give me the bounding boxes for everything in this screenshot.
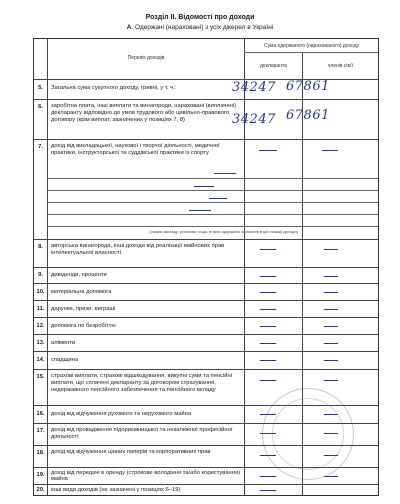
row-label: дохід від передачі в оренду (строкове володіння та/або користування) майна bbox=[51, 470, 241, 483]
family-amount: 67861 bbox=[286, 79, 330, 94]
family-dash bbox=[324, 360, 338, 361]
row-label: дарунки, призи, виграші bbox=[51, 306, 116, 312]
row-label: страхові виплати, страхові відшкодування, викупні суми та пенсійні виплати, що сплачені декларанту за договором страхування, недержавного пенсійного забезпечення та пенсійного вкладу bbox=[51, 373, 233, 394]
blank-dash bbox=[214, 173, 236, 174]
blank-dash bbox=[209, 198, 227, 199]
family-dash bbox=[324, 276, 338, 277]
header-declarant: декларанта bbox=[260, 63, 287, 69]
subtitle-text: . Одержані (нараховані) з усіх джерел в Україні bbox=[131, 24, 274, 31]
family-dash bbox=[324, 309, 338, 310]
row-label: дохід від викладацької, наукової і творчої діяльності, медичної практики, інструкторської та суддівської практики із спорту bbox=[51, 143, 220, 157]
declarant-dash bbox=[260, 343, 276, 344]
sub-line bbox=[48, 190, 378, 191]
declarant-dash bbox=[260, 380, 276, 381]
row-label: дохід від відчуження цінних паперів та корпоративних прав bbox=[51, 449, 211, 455]
declarant-dash bbox=[260, 309, 276, 310]
row-number: 8. bbox=[38, 244, 43, 250]
row-number: 15. bbox=[36, 374, 45, 380]
declarant-dash bbox=[260, 490, 276, 491]
row-number: 18. bbox=[36, 450, 45, 456]
row-label: дохід від відчуження рухомого та нерухомого майна bbox=[51, 411, 192, 417]
table-row bbox=[34, 317, 378, 334]
section-title: Розділ ІІ. Відомості про доходи bbox=[145, 14, 255, 21]
declarant-dash bbox=[260, 292, 276, 293]
row-number: 19. bbox=[36, 472, 45, 478]
subtitle-letter: А bbox=[126, 24, 132, 31]
header-family: членів сім'ї bbox=[327, 63, 354, 69]
row-number: 14. bbox=[36, 357, 45, 363]
row-label: заробітна плата, інші виплати та винагороди, нараховані (виплачені) декларанту відповідно до умов трудового або цивільно-правового договору (крім виплат, зазначених у позиціях 7, 8) bbox=[51, 103, 237, 124]
row-number: 10. bbox=[36, 289, 45, 295]
table-row bbox=[34, 139, 378, 239]
row-label: дивіденди, проценти bbox=[51, 272, 107, 278]
header-income-type: Перелік доходів bbox=[127, 55, 165, 61]
row-number: 20. bbox=[36, 487, 45, 493]
declarant-dash bbox=[260, 326, 276, 327]
table-row bbox=[34, 300, 378, 317]
declarant-amount: 34247 bbox=[232, 80, 276, 95]
row-number: 17. bbox=[36, 428, 45, 434]
row-number: 7. bbox=[38, 144, 43, 150]
row-label: допомога по безробіттю bbox=[51, 323, 116, 329]
table-row bbox=[34, 99, 378, 139]
header-amount-group: Сума одержаного (нарахованого) доходу bbox=[263, 43, 359, 49]
family-amount: 67861 bbox=[286, 108, 330, 123]
row-label: спадщина bbox=[51, 357, 79, 363]
row-number: 5. bbox=[38, 85, 43, 91]
table-row bbox=[34, 334, 378, 351]
row-label: матеріальна допомога bbox=[51, 289, 112, 295]
family-dash bbox=[322, 150, 338, 151]
family-dash bbox=[324, 326, 338, 327]
declarant-amount: 34247 bbox=[232, 112, 276, 127]
declarant-dash bbox=[260, 249, 276, 250]
row-label: авторська винагорода, інші доходи від реалізації майнових прав інтелектуальної власності bbox=[51, 243, 225, 257]
row-number: 11. bbox=[36, 306, 45, 312]
blank-dash bbox=[194, 186, 214, 187]
row-number: 9. bbox=[38, 272, 43, 278]
family-dash bbox=[324, 343, 338, 344]
table-row bbox=[34, 283, 378, 300]
row-number: 12. bbox=[36, 323, 45, 329]
row-label: Загальна сума сукупного доходу, гривні, у т. ч.: bbox=[51, 85, 177, 91]
family-dash bbox=[324, 380, 338, 381]
declarant-dash bbox=[259, 150, 277, 151]
blank-dash bbox=[189, 210, 211, 211]
table-row bbox=[34, 267, 378, 283]
sub-line bbox=[48, 178, 378, 179]
row-number: 6. bbox=[38, 104, 43, 110]
section-subtitle bbox=[0, 24, 400, 31]
table-row bbox=[34, 239, 378, 267]
table-row bbox=[34, 484, 378, 495]
sub-line bbox=[48, 202, 378, 203]
declarant-dash bbox=[260, 360, 276, 361]
family-dash bbox=[324, 249, 338, 250]
declarant-dash bbox=[260, 476, 276, 477]
sub-line bbox=[48, 214, 378, 215]
row-label: дохід від провадження підприємницької та незалежної професійної діяльності bbox=[51, 427, 233, 441]
declarant-dash bbox=[260, 276, 276, 277]
institution-note: (назва закладу, установи тощо, в яких одержано зазначені в цій позиції доходи) bbox=[150, 229, 298, 234]
table-row bbox=[34, 351, 378, 369]
row-label: інші види доходів (не зазначені у позиціях 6–19) bbox=[51, 487, 181, 493]
row-number: 16. bbox=[36, 411, 45, 417]
header-subdivider bbox=[244, 52, 378, 53]
row-number: 13. bbox=[36, 340, 45, 346]
family-dash bbox=[324, 292, 338, 293]
table-row bbox=[34, 79, 378, 99]
row-label: аліменти bbox=[51, 340, 76, 346]
stamp-seal-inner bbox=[272, 398, 344, 470]
sub-line bbox=[48, 226, 378, 227]
